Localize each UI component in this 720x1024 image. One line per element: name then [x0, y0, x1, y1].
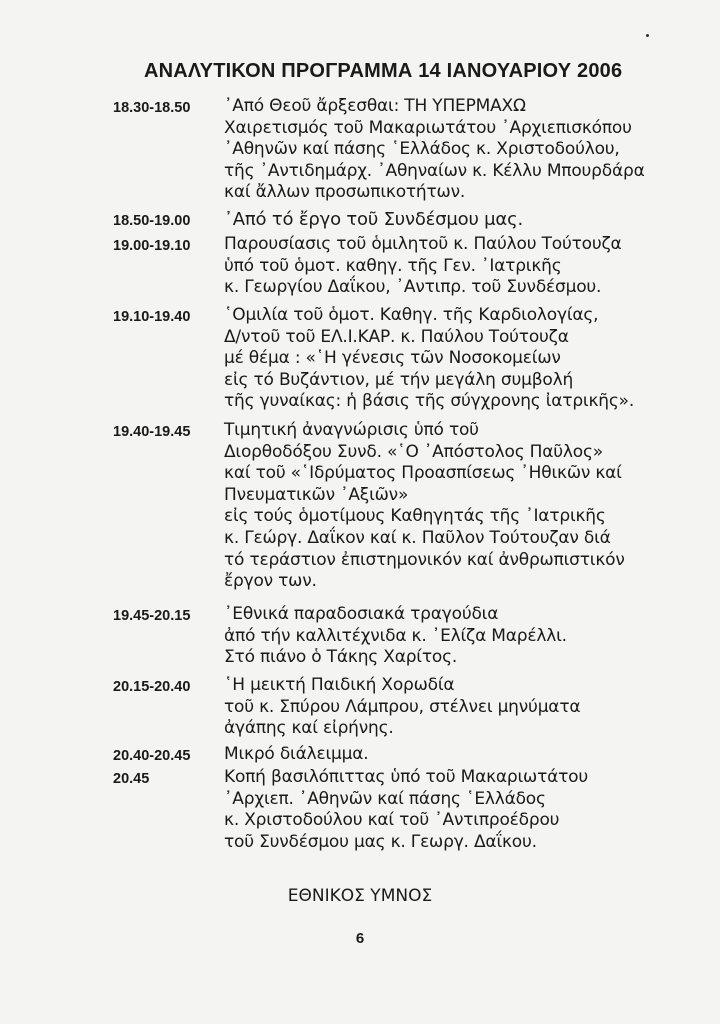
- entry-time: 19.00-19.10: [113, 238, 191, 254]
- entry-time: 19.45-20.15: [113, 608, 191, 624]
- entry-line: ὑπό τοῦ ὁμοτ. καθηγ. τῆς Γεν. ᾿Ιατρικῆς: [224, 255, 562, 276]
- entry-line: εἰς τούς ὁμοτίμους Καθηγητάς τῆς ᾿Ιατρικῆς: [224, 506, 606, 527]
- entry-text: [224, 305, 634, 413]
- entry-line: τῆς ᾿Αντιδημάρχ. ᾿Αθηναίων κ. Κέλλυ Μπουρδάρα: [224, 160, 645, 181]
- entry-line: κ. Γεωργίου Δαΐκου, ᾿Αντιπρ. τοῦ Συνδέσμου.: [224, 277, 602, 298]
- entry-time: 18.30-18.50: [113, 100, 191, 116]
- entry-time: 19.40-19.45: [113, 424, 191, 440]
- entry-line: Παρουσίασις τοῦ ὁμιλητοῦ κ. Παύλου Τούτουζα: [224, 234, 622, 254]
- entry-line: Χαιρετισμός τοῦ Μακαριωτάτου ᾿Αρχιεπισκόπου: [224, 117, 632, 138]
- entry-line: ἀγάπης καί εἰρήνης.: [224, 718, 394, 739]
- entry-line: ἔργον των.: [224, 571, 317, 592]
- entry-text: [224, 209, 523, 231]
- entry-line: τῆς γυναίκας: ἡ βάσις τῆς σύγχρονης ἰατρικῆς».: [224, 391, 635, 412]
- entry-text: [224, 96, 645, 204]
- entry-line: καί ἄλλων προσωπικοτήτων.: [224, 182, 466, 203]
- entry-text: [224, 675, 580, 740]
- entry-line: κ. Χριστοδούλου καί τοῦ ᾿Αντιπροέδρου: [224, 810, 560, 831]
- entry-line: ῾Η μεικτή Παιδική Χορωδία: [224, 675, 455, 695]
- entry-line: ἀπό τήν καλλιτέχνιδα κ. ᾿Ελίζα Μαρέλλι.: [224, 625, 567, 646]
- entry-line: καί τοῦ «῾Ιδρύματος Προασπίσεως ᾿Ηθικῶν καί: [224, 463, 622, 484]
- entry-line: κ. Γεώργ. Δαΐκον καί κ. Παῦλον Τούτουζαν διά: [224, 527, 611, 548]
- dot-mark: [646, 34, 649, 37]
- entry-text: [224, 767, 588, 853]
- entry-line: ᾿Από τό ἔργο τοῦ Συνδέσμου μας.: [224, 209, 523, 230]
- entry-line: τοῦ Συνδέσμου μας κ. Γεωργ. Δαΐκου.: [224, 831, 537, 852]
- entry-time: 18.50-19.00: [113, 213, 191, 229]
- entry-line: ᾿Αρχιεπ. ᾿Αθηνῶν καί πάσης ῾Ελλάδος: [224, 788, 546, 809]
- entry-text: [224, 604, 567, 669]
- entry-text: [224, 420, 625, 593]
- page-title: ΑΝΑΛΥΤΙΚΟΝ ΠΡΟΓΡΑΜΜΑ 14 ΙΑΝΟΥΑΡΙΟΥ 2006: [144, 60, 623, 82]
- entry-line: ῾Ομιλία τοῦ ὁμοτ. Καθηγ. τῆς Καρδιολογίας,: [224, 305, 599, 325]
- national-anthem-heading: ΕΘΝΙΚΟΣ ΥΜΝΟΣ: [287, 886, 433, 906]
- entry-time: 19.10-19.40: [113, 309, 191, 325]
- entry-line: ᾿Από Θεοῦ ἄρξεσθαι: ΤΗ ΥΠΕΡΜΑΧΩ: [224, 96, 526, 116]
- entry-line: Τιμητική ἀναγνώρισις ὑπό τοῦ: [224, 420, 479, 440]
- entry-line: τό τεράστιον ἐπιστημονικόν καί ἀνθρωπιστικόν: [224, 549, 625, 570]
- entry-line: Στό πιάνο ὁ Τάκης Χαρίτος.: [224, 647, 458, 668]
- entry-line: μέ θέμα : «῾Η γένεσις τῶν Νοσοκομείων: [224, 348, 561, 369]
- entry-line: Κοπή βασιλόπιττας ὑπό τοῦ Μακαριωτάτου: [224, 767, 588, 787]
- entry-line: τοῦ κ. Σπύρου Λάμπρου, στέλνει μηνύματα: [224, 696, 581, 717]
- entry-line: Διορθοδόξου Συνδ. «῾Ο ᾿Απόστολος Παῦλος»: [224, 441, 603, 462]
- page-number: 6: [355, 930, 365, 947]
- entry-text: [224, 234, 622, 299]
- entry-line: ᾿Εθνικά παραδοσιακά τραγούδια: [224, 604, 499, 624]
- entry-line: ᾿Αθηνῶν καί πάσης ῾Ελλάδος κ. Χριστοδούλου,: [224, 139, 620, 160]
- entry-line: Πνευματικῶν ᾿Αξιῶν»: [224, 484, 409, 505]
- entry-text: [224, 744, 368, 766]
- entry-line: Μικρό διάλειμμα.: [224, 744, 369, 764]
- entry-time: 20.40-20.45: [113, 748, 191, 764]
- entry-time: 20.45: [113, 771, 150, 787]
- entry-time: 20.15-20.40: [113, 679, 191, 695]
- entry-line: Δ/ντοῦ τοῦ ΕΛ.Ι.ΚΑΡ. κ. Παύλου Τούτουζα: [224, 326, 569, 347]
- entry-line: εἰς τό Βυζάντιον, μέ τήν μεγάλη συμβολή: [224, 369, 574, 390]
